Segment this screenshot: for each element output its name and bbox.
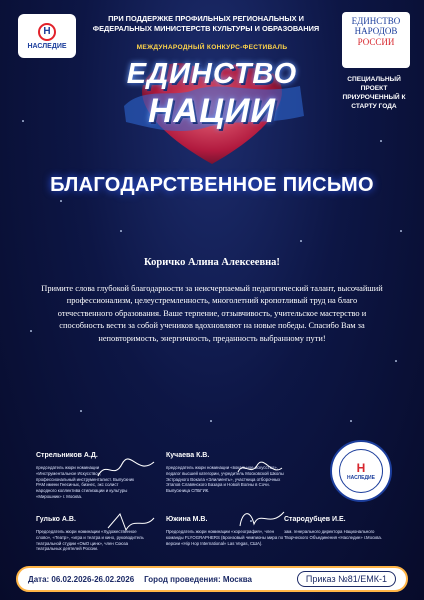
nasledie-mark-icon: Н: [38, 23, 56, 41]
order-number: Приказ №81/ЕМК-1: [297, 571, 396, 587]
nasledie-logo: [18, 14, 76, 58]
nasledie-seal: [330, 440, 392, 502]
signatory-strelnikov: [36, 452, 140, 500]
signatory-starodubtsev: [284, 516, 384, 541]
signatory-name: Стародубцев И.Е.: [284, 516, 346, 523]
contest-label: МЕЖДУНАРОДНЫЙ КОНКУРС-ФЕСТИВАЛЬ: [136, 44, 288, 51]
seal-text: НАСЛЕДИЕ: [347, 475, 375, 481]
signature-yuzhina: [236, 506, 286, 532]
signatory-desc: зам. генерального директора Национального Творческого Объединения «Наследие» г.Москва.: [284, 529, 382, 540]
signatory-gulko: [36, 516, 148, 552]
signatory-desc: председатель жюри номинации «Инструментальное Искусство», профессиональный инструменталист. Выпускник РАМ имени Гнесиных, бизнес, экс солист народного коллектива стилизации и культуры «Мирошник» г. Москва.: [36, 465, 135, 499]
signatory-name: Кучаева К.В.: [166, 452, 210, 459]
signature-gulko: [106, 510, 156, 534]
signatory-desc: председатель жюри номинации «вокальное искусство», педагог высшей категории, учредитель Московской Школы Эстрадного Вокала «Элилиенть», участница отборочных Этапов Славянского Базара и Новой Волны в Сочи. Выпускница СПБГИК.: [166, 465, 284, 494]
event-place: Город проведения: Москва: [144, 574, 253, 584]
letter-body: Примите слова глубокой благодарности за неисчерпаемый педагогический талант, высочайший профессионализм, целеустремленность, многолетний кропотливый труд на благо отечественного образования. Ваше терпение, отзывчивость, учительское мастерство и способность вести за собой учеников вдохновляют на новые победы. Спасибо Вам за неповторимость, энергичность, преданность выбранному пути!: [41, 284, 383, 343]
contest-title-line1: ЕДИНСТВО: [126, 58, 298, 90]
signature-kuchaeva: [236, 458, 284, 480]
signature-strelnikov: [96, 456, 156, 482]
contest-title-line2: НАЦИИ: [148, 92, 276, 130]
signatory-desc: Председатель жюри номинации «Художественное слово», «Театр», «игра и театра и кино, руководитель театральной студии «ОмО цинк», член Союза театральных деятелей России.: [36, 529, 144, 552]
recipient-name: Коричко Алина Алексеевна!: [144, 257, 280, 268]
signatory-name: Гулько А.В.: [36, 516, 76, 523]
seal-mark-icon: Н: [356, 461, 366, 475]
signatory-desc: Председатель жюри номинации «хореография», член команды FLYOGRAPHERS (Бронзовый чемпионы мира по версии «Hip Hop International» Las Vegas, США).: [166, 529, 284, 546]
support-text: ПРИ ПОДДЕРЖКЕ ПРОФИЛЬНЫХ РЕГИОНАЛЬНЫХ И ФЕДЕРАЛЬНЫХ МИНИСТЕРСТВ КУЛЬТУРЫ И ОБРАЗОВАНИЯ: [92, 14, 320, 33]
signatory-name: Стрельников А.Д.: [36, 452, 98, 459]
special-project-text: СПЕЦИАЛЬНЫЙ ПРОЕКТ ПРИУРОЧЕННЫЙ К СТАРТУ ГОДА: [342, 76, 406, 110]
nasledie-logo-text: НАСЛЕДИЕ: [27, 42, 67, 50]
signatory-name: Южина М.В.: [166, 516, 208, 523]
footer-bar: [16, 566, 408, 592]
signatory-yuzhina: [166, 516, 286, 546]
event-date: Дата: 06.02.2026-26.02.2026: [28, 574, 135, 584]
logo-right-line1: ЕДИНСТВО: [351, 16, 401, 26]
signatory-kuchaeva: [166, 452, 284, 494]
letter-title: БЛАГОДАРСТВЕННОЕ ПИСЬМО: [50, 174, 374, 196]
logo-right-line3: РОССИИ: [357, 36, 395, 47]
logo-right-line2: НАРОДОВ: [354, 26, 398, 37]
